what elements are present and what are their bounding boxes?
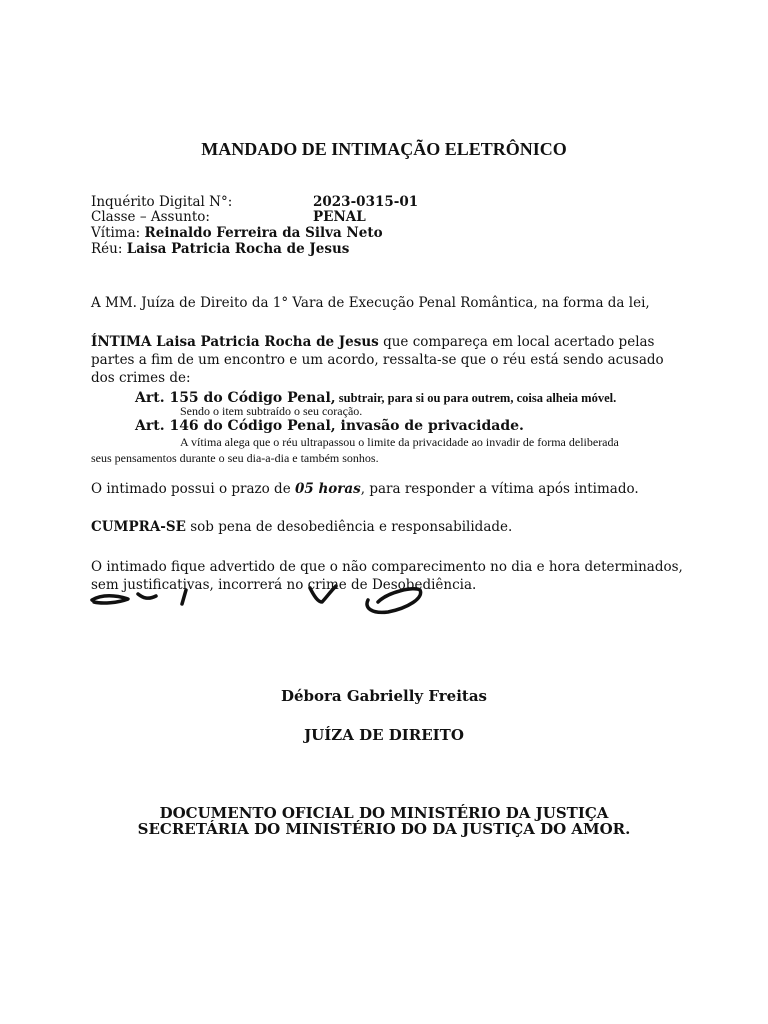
intima-paragraph: [91, 333, 681, 387]
classe-value: PENAL: [313, 209, 366, 225]
art146-title: Art. 146 do Código Penal, invasão de privacidade.: [135, 418, 524, 434]
prazo-before: O intimado possui o prazo de: [91, 481, 295, 497]
signature-scribble: [88, 578, 433, 618]
footer-line-2: SECRETÁRIA DO MINISTÉRIO DO DA JUSTIÇA DO AMOR.: [137, 820, 631, 838]
cumpra-paragraph: [91, 519, 512, 535]
inquerito-value: 2023-0315-01: [313, 194, 419, 210]
signer-name: Débora Gabrielly Freitas: [280, 687, 487, 705]
vitima-label: Vítima:: [91, 225, 141, 241]
vitima-value: Reinaldo Ferreira da Silva Neto: [144, 225, 383, 241]
intro-paragraph: A MM. Juíza de Direito da 1° Vara de Execução Penal Romântica, na forma da lei,: [91, 295, 650, 311]
art155-desc: subtrair, para si ou para outrem, coisa alheia móvel.: [335, 391, 617, 405]
classe-label: Classe – Assunto:: [91, 209, 210, 225]
vitima-field: [91, 225, 383, 241]
art155-note: Sendo o item subtraído o seu coração.: [180, 404, 363, 418]
footer-line-1: DOCUMENTO OFICIAL DO MINISTÉRIO DA JUSTIÇA: [159, 804, 609, 822]
intima-prefix: ÍNTIMA Laisa Patricia Rocha de Jesus: [91, 334, 379, 350]
art155-title: Art. 155 do Código Penal,: [135, 390, 336, 406]
art146-note-line1: A vítima alega que o réu ultrapassou o limite da privacidade ao invadir de forma deliberada: [180, 435, 619, 449]
inquerito-label: Inquérito Digital N°:: [91, 194, 233, 210]
prazo-paragraph: [91, 481, 639, 497]
cumpra-bold: CUMPRA-SE: [91, 519, 186, 535]
reu-value: Laisa Patricia Rocha de Jesus: [126, 241, 350, 257]
reu-label: Réu:: [91, 241, 123, 257]
art146-note-line2: seus pensamentos durante o seu dia-a-dia e também sonhos.: [91, 451, 379, 465]
intima-text: que compareça em local acertado pelas partes a fim de um encontro e um acordo, ressalta-se que o réu está sendo acusado dos crimes de:: [91, 334, 664, 386]
advertencia-paragraph: O intimado fique advertido de que o não comparecimento no dia e hora determinados, sem justificativas, incorrerá no crime de Desobediência.: [91, 559, 683, 593]
document-title: MANDADO DE INTIMAÇÃO ELETRÔNICO: [201, 139, 567, 159]
reu-field: [91, 241, 349, 257]
signer-role: JUÍZA DE DIREITO: [304, 726, 464, 744]
cumpra-text: sob pena de desobediência e responsabilidade.: [185, 519, 513, 535]
prazo-hours: 05 horas: [294, 481, 361, 497]
prazo-after: , para responder a vítima após intimado.: [360, 481, 639, 497]
